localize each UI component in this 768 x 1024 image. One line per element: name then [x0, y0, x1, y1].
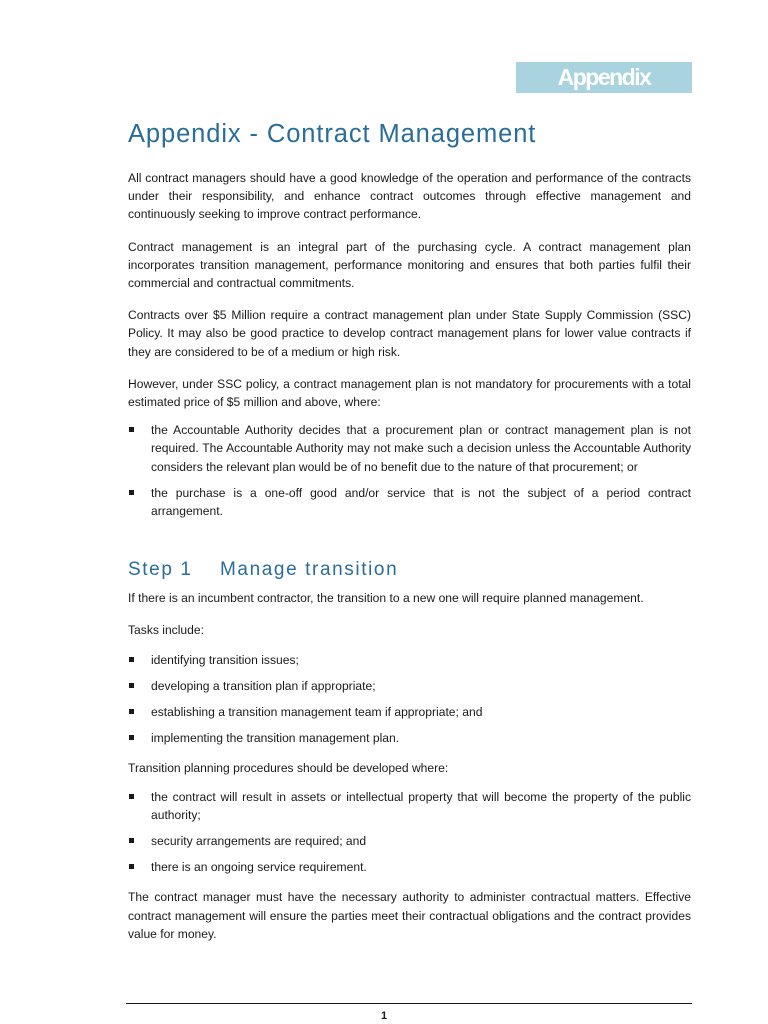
procedures-label: Transition planning procedures should be developed where:	[128, 761, 449, 776]
intro-paragraph-2: Contract management is an integral part of the purchasing cycle. A contract management plan incorporates transition management, performance monitoring and ensures that both parties fulfil their commercial and contractual commitments.	[128, 239, 691, 291]
step-number: Step 1	[128, 559, 193, 581]
appendix-tag: Appendix	[516, 62, 692, 93]
list-item: the Accountable Authority decides that a procurement plan or contract management plan is not required. The Accountable Authority may not make such a decision unless the Accountable Authority considers the relevant plan would be of no benefit due to the nature of that procurement; or	[128, 421, 691, 476]
list-item: the purchase is a one-off good and/or service that is not the subject of a period contract arrangement.	[128, 484, 691, 520]
step-title: Manage transition	[220, 559, 399, 581]
footer-divider	[126, 1003, 692, 1004]
list-item: there is an ongoing service requirement.	[128, 858, 691, 876]
intro-paragraph-4: However, under SSC policy, a contract management plan is not mandatory for procurements with a total estimated price of $5 million and above, where:	[128, 376, 691, 410]
list-item: developing a transition plan if appropriate;	[128, 677, 691, 695]
procedures-list	[128, 788, 691, 877]
page-number: 1	[380, 1010, 388, 1022]
list-item: establishing a transition management team if appropriate; and	[128, 703, 691, 721]
list-item: implementing the transition management plan.	[128, 729, 691, 747]
page-title: Appendix - Contract Management	[128, 120, 537, 148]
tasks-list	[128, 651, 691, 748]
closing-paragraph: The contract manager must have the necessary authority to administer contractual matters. Effective contract management will ensure the parties meet their contractual obligations and the contract provides value for money.	[128, 890, 691, 941]
document-body	[128, 118, 691, 943]
list-item: security arrangements are required; and	[128, 832, 691, 850]
list-item: the contract will result in assets or intellectual property that will become the property of the public authority;	[128, 788, 691, 824]
intro-paragraph-3: Contracts over $5 Million require a contract management plan under State Supply Commission (SSC) Policy. It may also be good practice to develop contract management plans for lower value contracts if they are considered to be of a medium or high risk.	[128, 308, 691, 359]
tasks-label: Tasks include:	[128, 623, 204, 638]
step1-heading	[128, 558, 691, 582]
exemption-list	[128, 421, 691, 520]
intro-paragraph-1: All contract managers should have a good knowledge of the operation and performance of the contracts under their responsibility, and enhance contract outcomes through effective management and continuously seeking to improve contract performance.	[128, 171, 691, 222]
step1-paragraph-1: If there is an incumbent contractor, the transition to a new one will require planned management.	[128, 591, 644, 606]
list-item: identifying transition issues;	[128, 651, 691, 669]
